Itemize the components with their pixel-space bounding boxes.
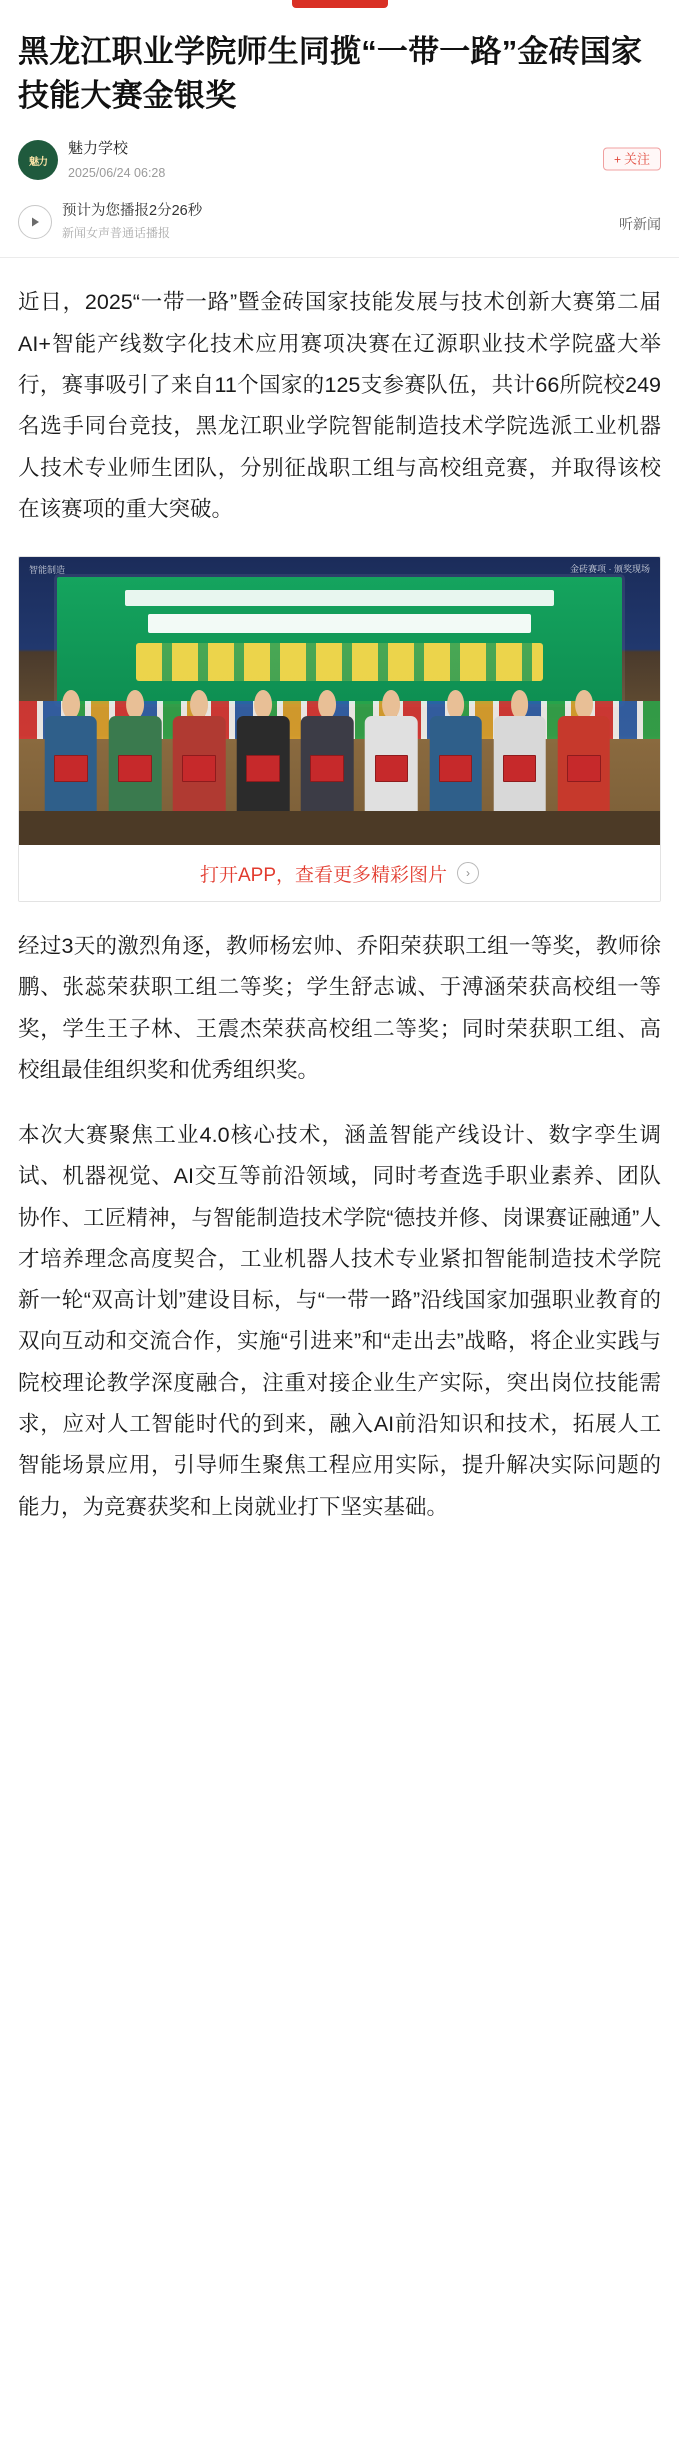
audio-voice-label: 新闻女声普通话播报 [62,226,171,241]
author-name[interactable]: 魅力学校 [68,140,129,158]
backdrop-title-text [136,643,542,681]
listen-news-link[interactable]: 听新闻 [619,216,661,232]
paragraph-3: 本次大赛聚焦工业4.0核心技术，涵盖智能产线设计、数字孪生调试、机器视觉、AI交互等前沿领域，同时考查选手职业素养、团队协作、工匠精神，与智能制造技术学院“德技并修、岗课赛证融通”人才培养理念高度契合，工业机器人技术专业紧扣智能制造技术学院新一轮“双高计划”建设目标，与“一带一路”沿线国家加强职业教育的双向互动和交流合作，实施“引进来”和“走出去”战略，将企业实践与院校理论教学深度融合，注重对接企业生产实际，突出岗位技能需求，应对人工智能时代的到来，融入AI前沿知识和技术，拓展人工智能场景应用，引导师生聚焦工程应用实际，提升解决实际问题的能力，为竞赛获奖和上岗就业打下坚实基础。 [18,1123,661,1519]
photo-watermark-left: 智能制造 [29,565,66,576]
backdrop-line-2 [148,614,532,633]
divider [0,257,679,258]
photo-watermark-right: 金砖赛项 · 颁奖现场 [570,564,650,575]
paragraph-2: 经过3天的激烈角逐，教师杨宏帅、乔阳荣获职工组一等奖，教师徐鹏、张蕊荣获职工组二等奖；学生舒志诚、于溥涵荣获高校组一等奖，学生王子林、王震杰荣获高校组二等奖；同时荣获职工组、高校组最佳组织奖和优秀组织奖。 [18,934,661,1082]
article-figure[interactable] [18,556,661,902]
award-ceremony-photo [19,557,660,845]
author-row[interactable] [0,128,679,191]
people-row [19,690,660,811]
audio-meta [62,201,202,244]
avatar[interactable]: 魅力 [18,140,58,180]
stage-floor [19,811,660,846]
audio-duration-label: 预计为您播报2分26秒 [62,202,203,219]
chevron-right-icon: › [457,862,479,884]
play-icon[interactable] [18,205,52,239]
top-red-banner-remnant [292,0,388,8]
page-title: 黑龙江职业学院师生同揽“一带一路”金砖国家技能大赛金银奖 [18,34,643,114]
open-app-cta[interactable] [19,845,660,901]
follow-button[interactable] [603,148,661,171]
top-strip [0,0,679,8]
backdrop-line-1 [125,590,554,606]
article-body [0,282,679,1527]
audio-player-row[interactable] [0,191,679,258]
stage-backdrop-screen [57,577,621,704]
follow-button-label: 关注 [623,151,650,167]
publish-timestamp: 2025/06/24 06:28 [68,165,166,180]
author-meta [68,138,165,183]
plus-icon: + [613,152,621,167]
paragraph-1: 近日，2025“一带一路”暨金砖国家技能发展与技术创新大赛第二届AI+智能产线数字化技术应用赛项决赛在辽源职业技术学院盛大举行，赛事吸引了来自11个国家的125支参赛队伍，共计66所院校249名选手同台竞技，黑龙江职业学院智能制造技术学院选派工业机器人技术专业师生团队，分别征战职工组与高校组竞赛，并取得该校在该赛项的重大突破。 [18,290,661,521]
open-app-cta-label: 打开APP，查看更多精彩图片 [199,864,448,886]
